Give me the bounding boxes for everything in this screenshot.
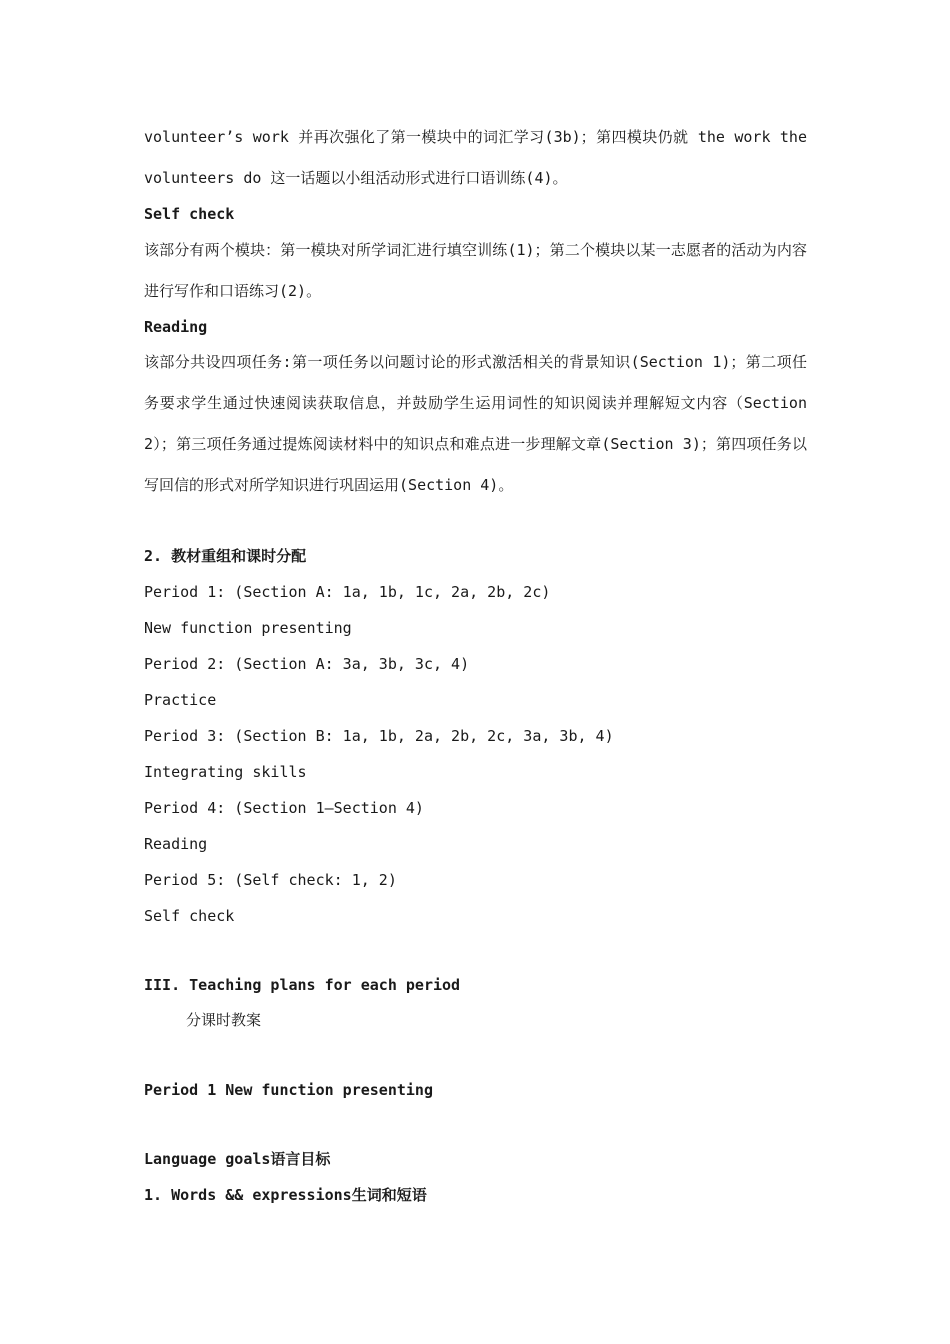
self-check-paragraph: 该部分有两个模块：第一模块对所学词汇进行填空训练(1)；第二个模块以某一志愿者的活动为内容进行写作和口语练习(2)。 bbox=[144, 241, 807, 300]
period-4-type: Reading bbox=[144, 835, 208, 853]
period-5-title: Period 5: (Self check: 1, 2) bbox=[144, 871, 397, 889]
period-3-type: Integrating skills bbox=[144, 763, 307, 781]
intro-paragraph: volunteer’s work 并再次强化了第一模块中的词汇学习(3b)；第四模块仍就 the work the volunteers do 这一话题以小组活动形式进行口语训练(4)。 bbox=[144, 128, 807, 187]
period-4-title: Period 4: (Section 1—Section 4) bbox=[144, 799, 424, 817]
period-3-title: Period 3: (Section B: 1a, 1b, 2a, 2b, 2c, 3a, 3b, 4) bbox=[144, 727, 614, 745]
self-check-heading: Self check bbox=[144, 205, 235, 223]
reading-heading: Reading bbox=[144, 318, 208, 336]
language-goals-heading: Language goals语言目标 bbox=[144, 1150, 331, 1168]
period-2-title: Period 2: (Section A: 3a, 3b, 3c, 4) bbox=[144, 655, 470, 673]
words-expressions-item: 1. Words && expressions生词和短语 bbox=[144, 1186, 427, 1204]
period-2-type: Practice bbox=[144, 691, 217, 709]
reading-paragraph: 该部分共设四项任务:第一项任务以问题讨论的形式激活相关的背景知识(Section 1)；第二项任务要求学生通过快速阅读获取信息，并鼓励学生运用词性的知识阅读并理解短文内容（Section 2）；第三项任务通过提炼阅读材料中的知识点和难点进一步理解文章(Section 3)；第四项任务以写回信的形式对所学知识进行巩固运用(Section 4)。 bbox=[144, 353, 807, 494]
section-3-subheading: 分课时教案 bbox=[186, 1011, 262, 1029]
section-2-heading: 2. 教材重组和课时分配 bbox=[144, 547, 307, 565]
period-1-title: Period 1: (Section A: 1a, 1b, 1c, 2a, 2b, 2c) bbox=[144, 583, 551, 601]
section-3-heading: III. Teaching plans for each period bbox=[144, 976, 461, 994]
period-1-heading: Period 1 New function presenting bbox=[144, 1081, 433, 1099]
period-1-type: New function presenting bbox=[144, 619, 352, 637]
period-5-type: Self check bbox=[144, 907, 235, 925]
